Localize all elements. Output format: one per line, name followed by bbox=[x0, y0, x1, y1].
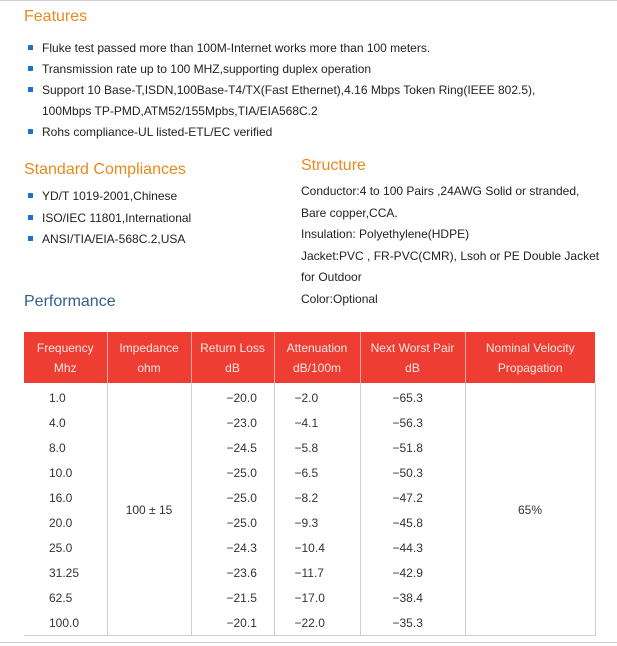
cell-return-loss: −24.3 bbox=[191, 535, 274, 560]
top-divider bbox=[0, 0, 617, 1]
cell-attenuation: −6.5 bbox=[274, 460, 360, 485]
cell-next-worst-pair: −47.2 bbox=[360, 485, 465, 510]
cell-frequency: 25.0 bbox=[49, 540, 73, 555]
cell-return-loss: −20.1 bbox=[191, 610, 274, 636]
standard-item: YD/T 1019-2001,Chinese bbox=[24, 186, 284, 208]
cell-return-loss: −25.0 bbox=[191, 460, 274, 485]
cell-attenuation: −8.2 bbox=[274, 485, 360, 510]
cell-next-worst-pair: −56.3 bbox=[360, 410, 465, 435]
cell-next-worst-pair: −51.8 bbox=[360, 435, 465, 460]
cell-frequency: 31.25 bbox=[49, 565, 80, 580]
cell-return-loss: −25.0 bbox=[191, 510, 274, 535]
header-nominal-velocity: Nominal Velocity Propagation bbox=[465, 332, 595, 383]
cell-attenuation: −22.0 bbox=[274, 610, 360, 636]
cell-attenuation: −17.0 bbox=[274, 585, 360, 610]
structure-line: Jacket:PVC , FR-PVC(CMR), Lsoh or PE Double Jacket bbox=[301, 248, 600, 263]
structure-line: Insulation: Polyethylene(HDPE) bbox=[301, 227, 470, 241]
feature-item: Rohs compliance-UL listed-ETL/EC verified bbox=[24, 122, 604, 143]
cell-next-worst-pair: −35.3 bbox=[360, 610, 465, 636]
cell-frequency: 1.0 bbox=[49, 390, 66, 405]
cell-return-loss: −20.0 bbox=[191, 383, 274, 410]
cell-next-worst-pair: −45.8 bbox=[360, 510, 465, 535]
cell-impedance: 100 ± 15 bbox=[107, 383, 191, 636]
cell-next-worst-pair: −44.3 bbox=[360, 535, 465, 560]
cell-attenuation: −2.0 bbox=[274, 383, 360, 410]
cell-nominal-velocity: 65% bbox=[465, 383, 595, 636]
cell-attenuation: −11.7 bbox=[274, 560, 360, 585]
header-return-loss: Return Loss dB bbox=[191, 332, 274, 383]
structure-line: Conductor:4 to 100 Pairs ,24AWG Solid or stranded, bbox=[301, 184, 580, 198]
table-row bbox=[24, 383, 595, 410]
standards-list bbox=[24, 186, 284, 251]
cell-return-loss: −23.0 bbox=[191, 410, 274, 435]
cell-attenuation: −5.8 bbox=[274, 435, 360, 460]
features-heading: Features bbox=[24, 8, 88, 25]
cell-frequency: 8.0 bbox=[49, 440, 66, 455]
bottom-divider bbox=[0, 642, 617, 643]
standards-heading: Standard Compliances bbox=[24, 161, 186, 178]
cell-frequency: 100.0 bbox=[24, 610, 107, 636]
feature-item: Transmission rate up to 100 MHZ,supporting duplex operation bbox=[24, 59, 604, 80]
standard-item: ANSI/TIA/EIA-568C.2,USA bbox=[24, 229, 284, 251]
cell-frequency: 20.0 bbox=[49, 515, 73, 530]
header-next-worst-pair: Next Worst Pair dB bbox=[360, 332, 465, 383]
cell-return-loss: −21.5 bbox=[191, 585, 274, 610]
performance-table bbox=[24, 332, 596, 636]
header-impedance: Impedance ohm bbox=[107, 332, 191, 383]
structure-line: for Outdoor bbox=[301, 270, 362, 284]
cell-return-loss: −23.6 bbox=[191, 560, 274, 585]
cell-attenuation: −9.3 bbox=[274, 510, 360, 535]
feature-item: Fluke test passed more than 100M-Internet works more than 100 meters. bbox=[24, 38, 604, 59]
cell-frequency: 4.0 bbox=[49, 415, 66, 430]
cell-next-worst-pair: −38.4 bbox=[360, 585, 465, 610]
table-header-row bbox=[24, 332, 595, 383]
cell-frequency: 10.0 bbox=[49, 465, 73, 480]
cell-attenuation: −4.1 bbox=[274, 410, 360, 435]
cell-next-worst-pair: −65.3 bbox=[360, 383, 465, 410]
feature-item: Support 10 Base-T,ISDN,100Base-T4/TX(Fast Ethernet),4.16 Mbps Token Ring(IEEE 802.5), bbox=[24, 80, 604, 101]
cell-frequency: 16.0 bbox=[49, 490, 73, 505]
cell-next-worst-pair: −50.3 bbox=[360, 460, 465, 485]
cell-next-worst-pair: −42.9 bbox=[360, 560, 465, 585]
feature-item-continued: 100Mbps TP-PMD,ATM52/155Mpbs,TIA/EIA568C.2 bbox=[42, 104, 318, 118]
cell-frequency: 62.5 bbox=[49, 590, 73, 605]
performance-heading: Performance bbox=[24, 293, 116, 310]
standard-item: ISO/IEC 11801,International bbox=[24, 208, 284, 230]
cell-return-loss: −24.5 bbox=[191, 435, 274, 460]
cell-attenuation: −10.4 bbox=[274, 535, 360, 560]
structure-heading: Structure bbox=[301, 157, 366, 174]
structure-line: Color:Optional bbox=[301, 291, 378, 306]
header-attenuation: Attenuation dB/100m bbox=[274, 332, 360, 383]
structure-line: Bare copper,CCA. bbox=[301, 205, 398, 220]
header-frequency: Frequency Mhz bbox=[24, 332, 107, 383]
cell-return-loss: −25.0 bbox=[191, 485, 274, 510]
features-list bbox=[24, 38, 604, 143]
structure-list bbox=[301, 181, 601, 310]
